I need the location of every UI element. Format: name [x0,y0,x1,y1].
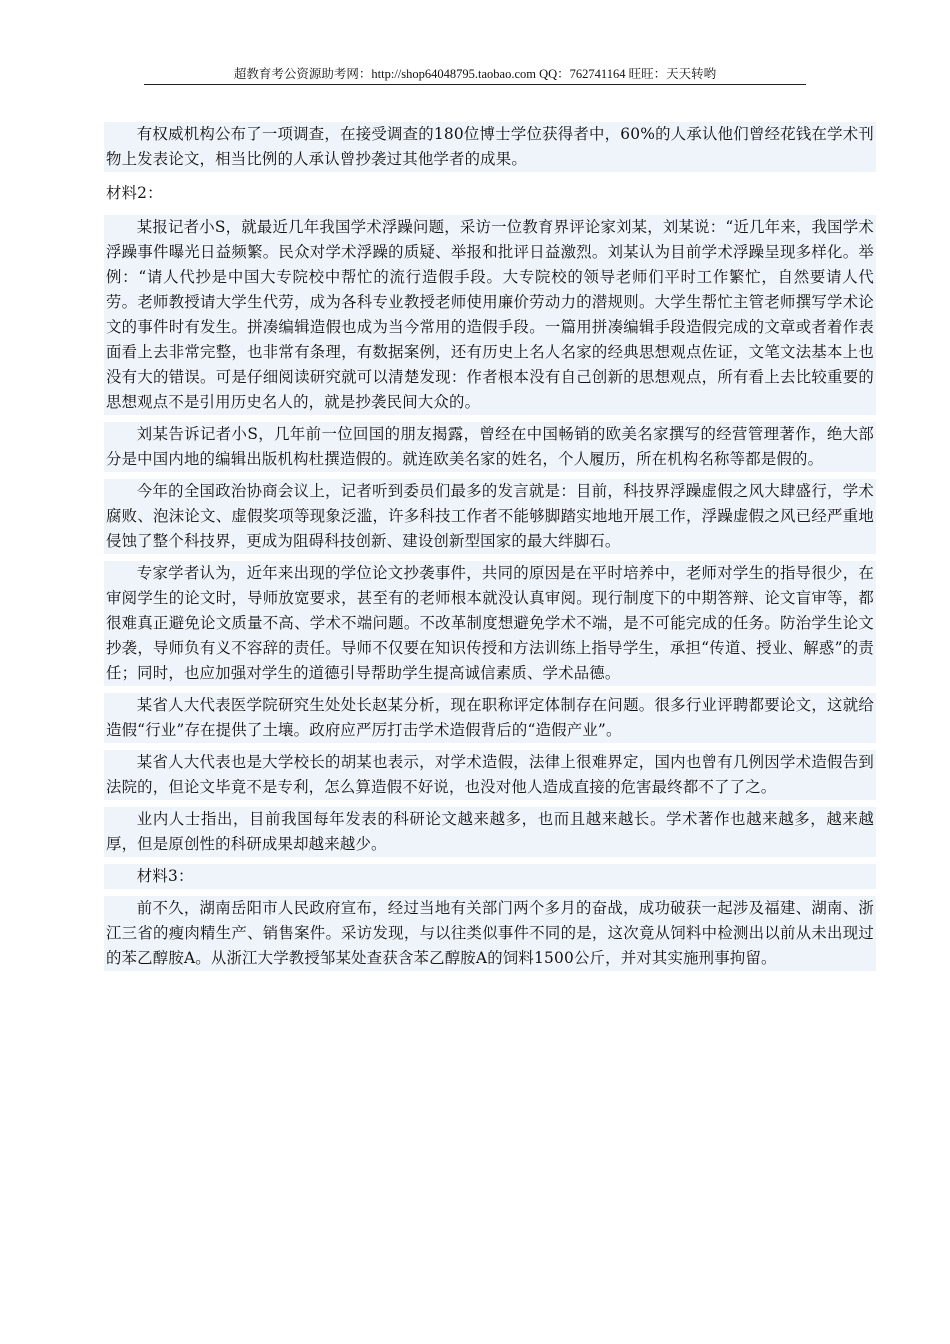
paragraph-reporter-interview: 某报记者小S，就最近几年我国学术浮躁问题，采访一位教育界评论家刘某，刘某说：“近几年来，我国学术浮躁事件曝光日益频繁。民众对学术浮躁的质疑、举报和批评日益激烈。刘某认为目前学术浮躁呈现多样化。举例：“请人代抄是中国大专院校中帮忙的流行造假手段。大专院校的领导老师们平时工作繁忙，自然要请人代劳。老师教授请大学生代劳，成为各科专业教授老师使用廉价劳动力的潜规则。大学生帮忙主管老师撰写学术论文的事件时有发生。拼凑编辑造假也成为当今常用的造假手段。一篇用拼凑编辑手段造假完成的文章或者着作表面看上去非常完整，也非常有条理，有数据案例，还有历史上名人名家的经典思想观点佐证，文笔文法基本上也没有大的错误。可是仔细阅读研究就可以清楚发现：作者根本没有自己创新的思想观点，所有看上去比较重要的思想观点不是引用历史名人的，就是抄袭民间大众的。 [104,215,876,415]
paragraph-fake-books: 刘某告诉记者小S，几年前一位回国的朋友揭露，曾经在中国畅销的欧美名家撰写的经营管理著作，绝大部分是中国内地的编辑出版机构杜撰造假的。就连欧美名家的姓名，个人履历，所在机构名称等都是假的。 [104,422,876,472]
section-label-material-3: 材料3： [104,864,876,889]
page-header: 超教育考公资源助考网：http://shop64048795.taobao.com QQ：762741164 旺旺：天天转哟 [233,67,717,81]
document-body [104,122,876,971]
header-divider [144,84,806,85]
section-label-material-2 [104,181,876,206]
paragraph-survey: 有权威机构公布了一项调查，在接受调查的180位博士学位获得者中，60%的人承认他们曾经花钱在学术刊物上发表论文，相当比例的人承认曾抄袭过其他学者的成果。 [104,122,876,172]
paragraph-hu-statement: 某省人大代表也是大学校长的胡某也表示，对学术造假，法律上很难界定，国内也曾有几例因学术造假告到法院的，但论文毕竟不是专利，怎么算造假不好说，也没对他人造成直接的危害最终都不了了之。 [104,750,876,800]
paragraph-industry: 业内人士指出，目前我国每年发表的科研论文越来越多，也而且越来越长。学术著作也越来越多，越来越厚，但是原创性的科研成果却越来越少。 [104,807,876,857]
paragraph-clenbuterol-case: 前不久，湖南岳阳市人民政府宣布，经过当地有关部门两个多月的奋战，成功破获一起涉及福建、湖南、浙江三省的瘦肉精生产、销售案件。采访发现，与以往类似事件不同的是，这次竟从饲料中检测出以前从未出现过的苯乙醇胺A。从浙江大学教授邹某处查获含苯乙醇胺A的饲料1500公斤，并对其实施刑事拘留。 [104,896,876,971]
section-label-text: 材料2： [106,184,163,202]
paragraph-cppcc: 今年的全国政治协商会议上，记者听到委员们最多的发言就是：目前，科技界浮躁虚假之风大肆盛行，学术腐败、泡沫论文、虚假奖项等现象泛滥，许多科技工作者不能够脚踏实地地开展工作，浮躁虚假之风已经严重地侵蚀了整个科技界，更成为阻碍科技创新、建设创新型国家的最大绊脚石。 [104,479,876,554]
paragraph-zhao-analysis: 某省人大代表医学院研究生处处长赵某分析，现在职称评定体制存在问题。很多行业评聘都要论文，这就给造假“行业”存在提供了土壤。政府应严厉打击学术造假背后的“造假产业”。 [104,693,876,743]
paragraph-experts: 专家学者认为，近年来出现的学位论文抄袭事件，共同的原因是在平时培养中，老师对学生的指导很少，在审阅学生的论文时，导师放宽要求，甚至有的老师根本就没认真审阅。现行制度下的中期答辩、论文盲审等，都很难真正避免论文质量不高、学术不端问题。不改革制度想避免学术不端，是不可能完成的任务。防治学生论文抄袭，导师负有义不容辞的责任。导师不仅要在知识传授和方法训练上指导学生，承担“传道、授业、解惑”的责任；同时，也应加强对学生的道德引导帮助学生提高诚信素质、学术品德。 [104,561,876,686]
